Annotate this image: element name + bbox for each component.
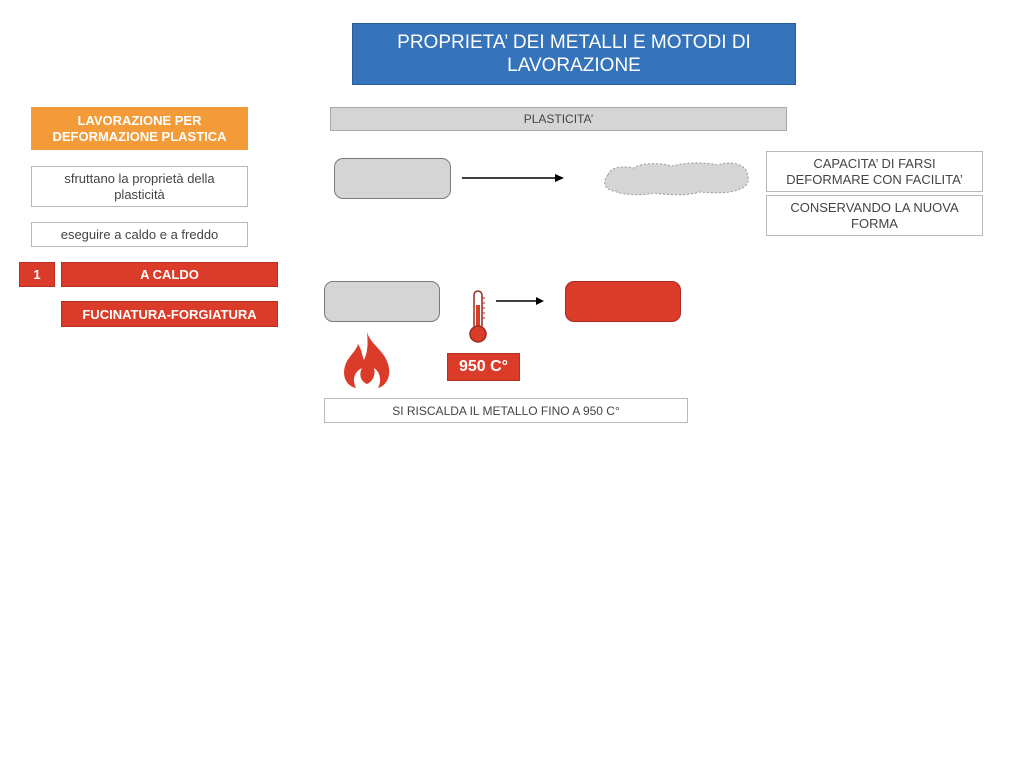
step-number-badge [19, 262, 55, 287]
property-bar [330, 107, 787, 131]
definition-deform-box [766, 151, 983, 192]
metal-block-cold [324, 281, 440, 322]
definition-keep-shape-text: CONSERVANDO LA NUOVA FORMA [790, 199, 959, 231]
note-hot-cold [31, 222, 248, 247]
definition-keep-shape-box [766, 195, 983, 236]
metal-block-hot [565, 281, 681, 322]
section-heading-text: LAVORAZIONE PER DEFORMAZIONE PLASTICA [52, 112, 227, 144]
step-label-box [61, 262, 278, 287]
temperature-text: 950 C° [458, 358, 509, 375]
step-number-text: 1 [33, 267, 41, 282]
arrow-right-icon [494, 294, 546, 308]
metal-block-initial [334, 158, 451, 199]
property-bar-text: PLASTICITA’ [523, 112, 594, 126]
process-label-box [61, 301, 278, 327]
thermometer-icon [466, 289, 490, 345]
temperature-badge [447, 353, 520, 381]
definition-deform-text: CAPACITA’ DI FARSI DEFORMARE CON FACILITA’ [786, 155, 963, 187]
slide-title-text: PROPRIETA’ DEI METALLI E MOTODI DI LAVORAZIONE [397, 32, 751, 76]
heating-caption-text: SI RISCALDA IL METALLO FINO A 950 C° [392, 403, 620, 418]
flame-icon [340, 330, 394, 390]
note-plasticity [31, 166, 248, 207]
process-label-text: FUCINATURA-FORGIATURA [82, 306, 257, 322]
section-heading [31, 107, 248, 150]
deformed-metal-shape [600, 157, 752, 199]
note-hot-cold-text: eseguire a caldo e a freddo [60, 226, 219, 242]
step-label-text: A CALDO [140, 267, 199, 282]
arrow-right-icon [460, 171, 566, 185]
slide-title [352, 23, 796, 85]
heating-caption [324, 398, 688, 423]
note-plasticity-text: sfruttano la proprietà della plasticità [64, 170, 215, 202]
